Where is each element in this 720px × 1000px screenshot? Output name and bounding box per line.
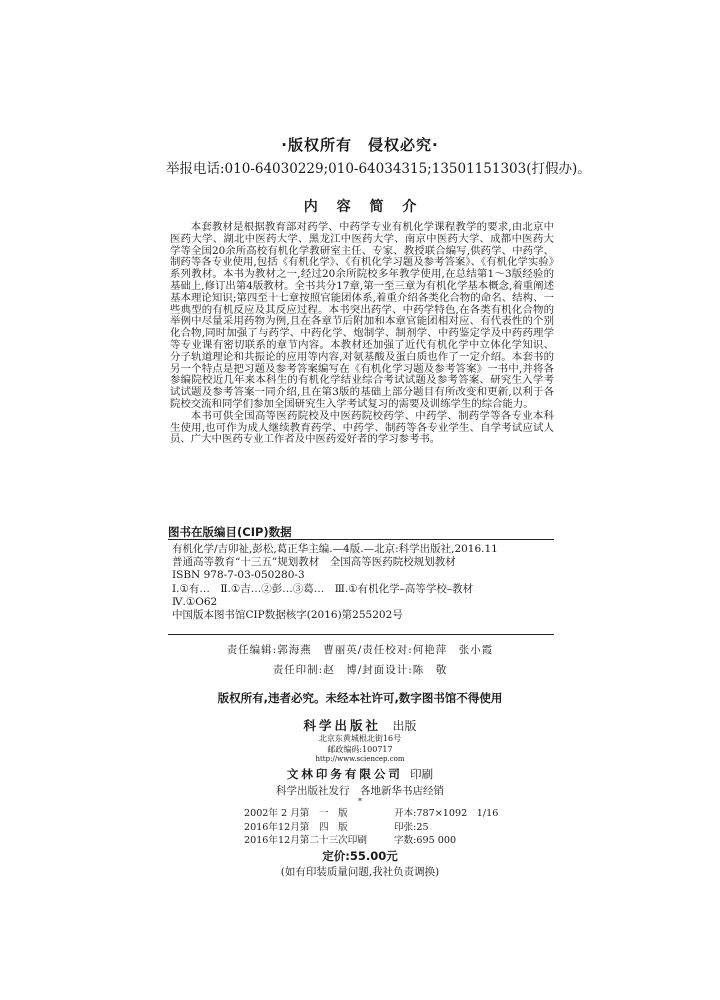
copyright-title: ·版权所有 侵权必究· [281, 136, 439, 154]
responsible-editors: 责任编辑:郭海燕 曹丽英/责任校对:何艳萍 张小霞 [226, 644, 494, 656]
cip-title: 图书在版编目(CIP)数据 [168, 525, 292, 539]
summary-paragraph: 本书可供全国高等医药院校及中医药院校药学、中药学、制药学等各专业本科生使用,也可作为成人继续教育药学、中药学、制药等各专业学生、自学考试应试人员、广大中医药专业工作者及中医药爱好者的学习参考书。 [170, 409, 554, 446]
edition-date: 2016年12月第 四 版 [244, 821, 348, 833]
edition-spec: 字数:695 000 [394, 835, 457, 846]
distribution-line: 科学出版社发行 各地新华书店经销 [276, 785, 444, 797]
printer-suffix: 印刷 [410, 767, 434, 781]
summary-paragraph: 本套教材是根据教育部对药学、中药学专业有机化学课程教学的要求,由北京中医药大学、湖北中医药大学、黑龙江中医药大学、南京中医药大学、成都中医药大学等全国20余所高校有机化学教研室主任、专家、教授联合编写,供药学、中药学、制药等各专业使用,包括《有机化学》、《有机化学习题及参考答案》、《有机化学实验》系列教材。本书为教材之一,经过20余所院校多年教学使用,在总结第1～3版经验的基础上,修订出第4版教材。全书共分17章,第一至三章为有机化学基本概念,着重阐述基本理论知识;第四至十七章按照官能团体系,着重介绍各类化合物的命名、结构、一些典型的有机反应及其反应过程。本书突出药学、中药学特色,在各类有机化合物的举例中尽量采用药物为例,且在各章节后附加和本章官能团相对应、有代表性的个别化合物,同时加强了与药学、中药化学、炮制学、制剂学、中药鉴定学及中药药理学等专业课有密切联系的章节内容。本教材还加强了近代有机化学中立体化学知识、分子轨道理论和共振论的应用等内容,对氨基酸及蛋白质也作了一定介绍。本套书的另一个特点是把习题及参考答案编写在《有机化学习题及参考答案》一书中,并将各参编院校近几年来本科生的有机化学结业综合考试试题及参考答案、研究生入学考试试题及参考答案一同介绍,且在第3版的基础上部分题目有所改变和更新,以利于各院校交流和同学们参加全国研究生入学考试复习的需要及训练学生的综合能力。 [170, 221, 554, 410]
price: 定价:55.00元 [322, 849, 398, 863]
edition-info [244, 807, 498, 848]
price-note: (如有印装质量问题,我社负责调换) [280, 866, 440, 878]
rights-note: 版权所有,违者必究。未经本社许可,数字图书馆不得使用 [217, 691, 503, 705]
print-and-cover-credits: 责任印制:赵 博/封面设计:陈 敬 [272, 664, 448, 676]
publisher-address: 北京东黄城根北街16号 [318, 734, 402, 743]
publisher-website: http://www.sciencep.com [315, 755, 405, 763]
summary-heading-char: 内 [303, 199, 318, 215]
cip-rule-top [168, 539, 554, 540]
edition-row [244, 834, 498, 848]
summary-body [170, 222, 554, 446]
publisher-line [0, 716, 720, 734]
publisher-suffix: 出版 [392, 719, 417, 733]
edition-row [244, 807, 498, 821]
cip-line: Ⅰ.①有… Ⅱ.①吉…②彭…③葛… Ⅲ.①有机化学–高等学校–教材 [172, 582, 474, 595]
summary-heading-char: 简 [369, 199, 384, 215]
edition-date: 2002年 2 月第 一 版 [244, 808, 348, 819]
cip-line: 中国版本图书馆CIP数据核字(2016)第255202号 [172, 609, 403, 622]
cip-line: 有机化学/吉卯祉,彭松,葛正华主编.—4版.—北京:科学出版社,2016.11 [172, 543, 498, 555]
cip-line: 普通高等教育“十三五”规划教材 全国高等医药院校规划教材 [172, 556, 456, 569]
cip-block [172, 543, 556, 622]
edition-row [244, 821, 498, 835]
report-phone: 举报电话:010-64030229;010-64034315;13501151303(打假办)。 [166, 161, 591, 177]
summary-heading [0, 196, 720, 216]
cip-line: ISBN 978-7-03-050280-3 [172, 569, 305, 582]
summary-heading-char: 容 [336, 199, 351, 215]
printer-name: 文林印务有限公司 [286, 767, 403, 781]
printer-line [0, 766, 720, 782]
cip-line: Ⅳ.①O62 [172, 595, 218, 608]
edition-spec: 开本:787×1092 1/16 [394, 808, 499, 819]
summary-heading-char: 介 [402, 199, 417, 215]
publisher-name: 科学出版社 [303, 718, 382, 733]
edition-spec: 印张:25 [394, 821, 429, 833]
star-separator: * [358, 797, 362, 806]
edition-date: 2016年12月第二十三次印刷 [244, 835, 367, 846]
cip-rule-bottom [168, 634, 554, 635]
publisher-postcode: 邮政编码:100717 [327, 745, 393, 754]
